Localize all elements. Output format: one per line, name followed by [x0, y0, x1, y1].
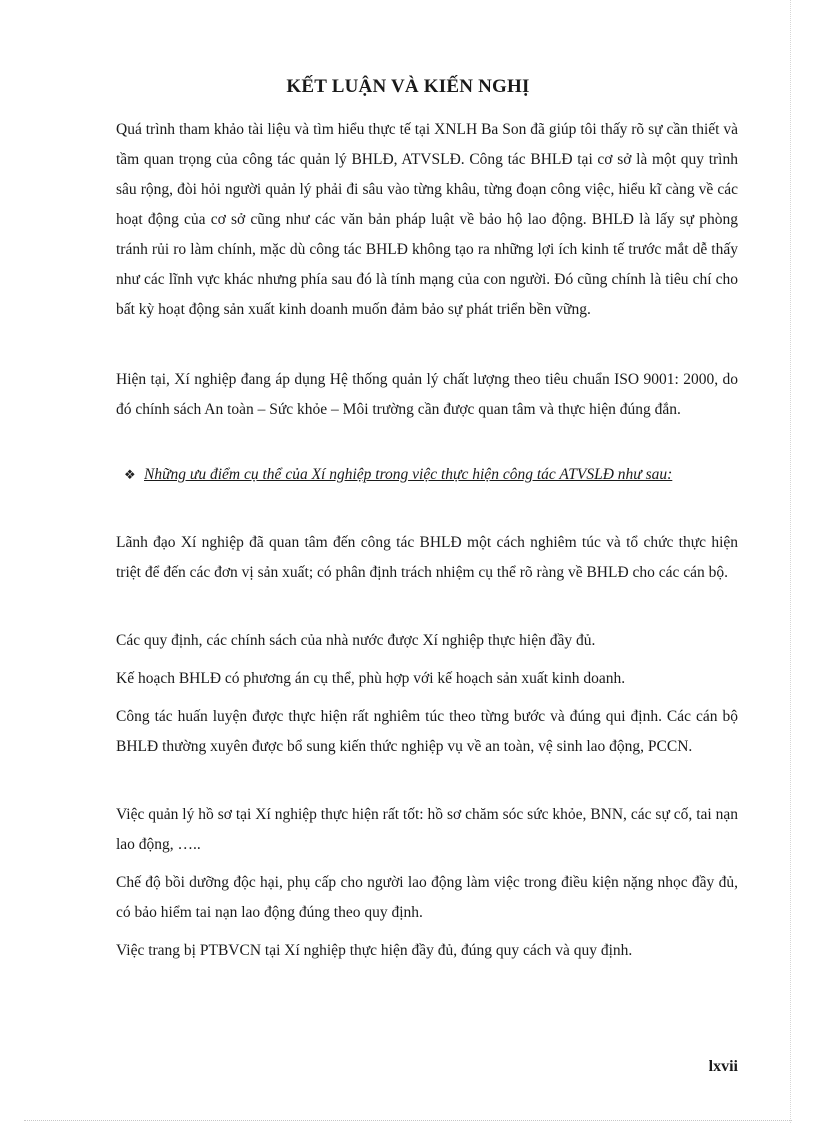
point-plan: Kế hoạch BHLĐ có phương án cụ thể, phù hợp với kế hoạch sản xuất kinh doanh. — [116, 670, 626, 687]
point-regulations: Các quy định, các chính sách của nhà nước được Xí nghiệp thực hiện đầy đủ. — [116, 632, 596, 649]
section-heading — [116, 460, 746, 490]
page-title: KẾT LUẬN VÀ KIẾN NGHỊ — [286, 76, 530, 97]
page-bottom-border — [24, 1120, 792, 1121]
point-allowance: Chế độ bồi dưỡng độc hại, phụ cấp cho người lao động làm việc trong điều kiện nặng nhọc đầy đủ, có bảo hiểm tai nạn lao động đúng theo quy định. — [116, 874, 738, 921]
diamond-bullet-icon: ❖ — [124, 467, 136, 482]
point-records: Việc quản lý hồ sơ tại Xí nghiệp thực hiện rất tốt: hồ sơ chăm sóc sức khỏe, BNN, các sự cố, tai nạn lao động, ….. — [116, 806, 738, 853]
page-number: lxvii — [708, 1058, 738, 1075]
point-training: Công tác huấn luyện được thực hiện rất nghiêm túc theo từng bước và đúng qui định. Các cán bộ BHLĐ thường xuyên được bổ sung kiến thức nghiệp vụ về an toàn, vệ sinh lao động, PCCN. — [116, 708, 738, 755]
section-heading-text: Những ưu điểm cụ thể của Xí nghiệp trong việc thực hiện công tác ATVSLĐ như sau: — [144, 466, 673, 483]
paragraph-iso: Hiện tại, Xí nghiệp đang áp dụng Hệ thống quản lý chất lượng theo tiêu chuẩn ISO 9001: 2000, do đó chính sách An toàn – Sức khỏe – Môi trường cần được quan tâm và thực hiện đúng đắn. — [116, 371, 738, 418]
page-margin-guide — [790, 0, 791, 1123]
paragraph-intro: Quá trình tham khảo tài liệu và tìm hiểu thực tế tại XNLH Ba Son đã giúp tôi thấy rõ sự cần thiết và tầm quan trọng của công tác quản lý BHLĐ, ATVSLĐ. Công tác BHLĐ tại cơ sở là một quy trình sâu rộng, đòi hỏi người quản lý phải đi sâu vào từng khâu, từng đoạn công việc, hiểu kĩ càng về các hoạt động của cơ sở cũng như các văn bản pháp luật về bảo hộ lao động. BHLĐ là lấy sự phòng tránh rủi ro làm chính, mặc dù công tác BHLĐ không tạo ra những lợi ích kinh tế trước mắt dễ thấy như các lĩnh vực khác nhưng phía sau đó là tính mạng của con người. Đó cũng chính là tiêu chí cho bất kỳ hoạt động sản xuất kinh doanh muốn đảm bảo sự phát triển bền vững. — [116, 121, 738, 318]
point-ppe: Việc trang bị PTBVCN tại Xí nghiệp thực hiện đầy đủ, đúng quy cách và quy định. — [116, 942, 633, 959]
point-leadership: Lãnh đạo Xí nghiệp đã quan tâm đến công tác BHLĐ một cách nghiêm túc và tổ chức thực hiện triệt để đến các đơn vị sản xuất; có phân định trách nhiệm cụ thể rõ ràng về BHLĐ cho các cán bộ. — [116, 534, 738, 581]
